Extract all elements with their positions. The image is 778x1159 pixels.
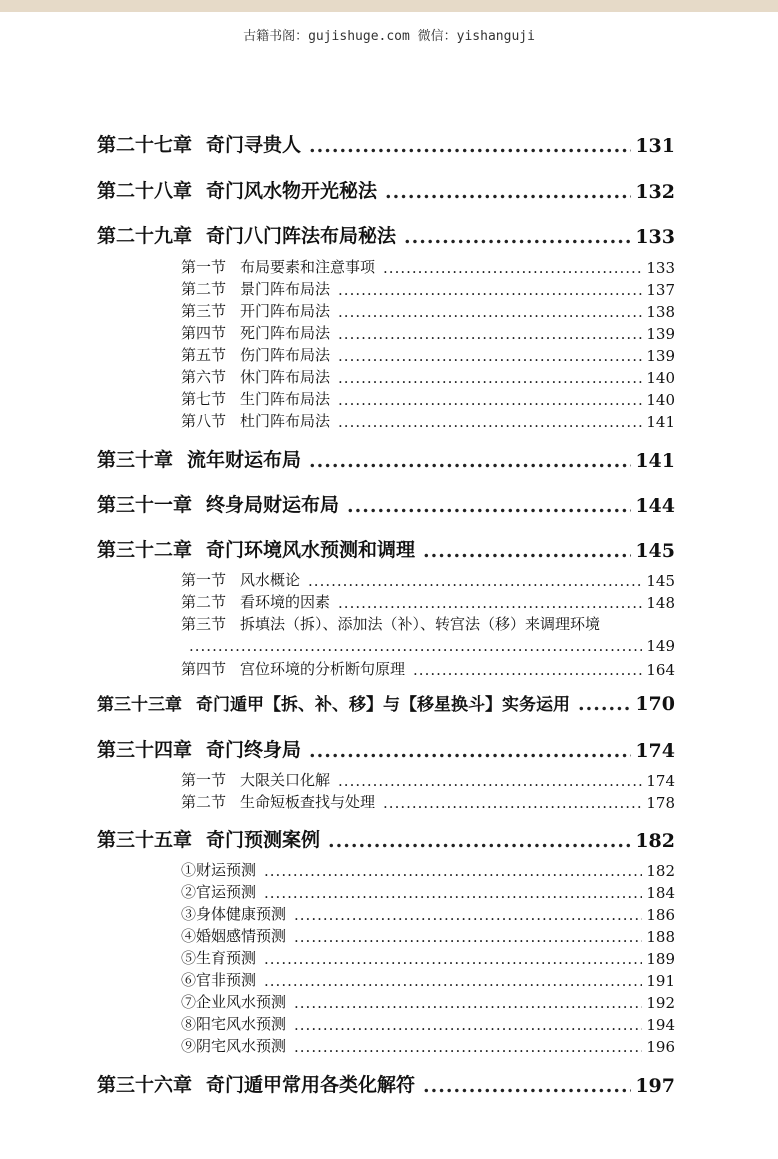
entry-title: 第一节 布局要素和注意事项 [181, 258, 376, 276]
leader-dots [309, 740, 631, 762]
entry-title: 第八节 杜门阵布局法 [181, 412, 331, 430]
entry-label: 第二十八章 [97, 180, 193, 202]
leader-dots [338, 369, 642, 387]
leader-dots [423, 540, 631, 562]
leader-dots [328, 830, 631, 852]
chapter-entry [97, 176, 675, 203]
entry-label: 第六节 [181, 368, 227, 386]
page-number: 164 [646, 661, 675, 679]
section-entry [181, 1013, 675, 1034]
entry-title: ⑤生育预测 [181, 949, 257, 967]
entry-title: ⑦企业风水预测 [181, 993, 287, 1011]
entry-title: 第一节 大限关口化解 [181, 771, 331, 789]
entry-label: 第二节 [181, 280, 227, 298]
page-number: 188 [646, 928, 675, 946]
section-entry [181, 1035, 675, 1056]
leader-dots [578, 693, 631, 715]
page-number: 182 [635, 830, 675, 852]
page-number: 133 [635, 226, 675, 248]
section-entry [181, 903, 675, 924]
section-entry [181, 591, 675, 612]
page-number: 141 [646, 413, 675, 431]
entry-title: 第三十章 流年财运布局 [97, 449, 302, 471]
leader-dots [309, 450, 631, 472]
page-number: 194 [646, 1016, 675, 1034]
page-number: 145 [646, 572, 675, 590]
leader-dots [338, 347, 642, 365]
chapter-entry [97, 690, 675, 715]
leader-dots [294, 1038, 642, 1056]
entry-label: 第三十三章 [97, 695, 182, 715]
section-entry [181, 366, 675, 387]
page-number: 178 [646, 794, 675, 812]
section-entry [181, 925, 675, 946]
entry-label: 第二节 [181, 793, 227, 811]
entry-title: 第四节 宫位环境的分析断句原理 [181, 660, 406, 678]
section-entry [181, 969, 675, 990]
section-entry [181, 388, 675, 409]
page-number: 139 [646, 325, 675, 343]
leader-dots [383, 794, 642, 812]
section-entry [181, 947, 675, 968]
section-entry [181, 881, 675, 902]
leader-dots [294, 994, 642, 1012]
page-header: 古籍书阁：gujishuge.com 微信：yishanguji [243, 29, 535, 44]
leader-dots [338, 413, 642, 431]
page-number: 186 [646, 906, 675, 924]
page-number: 189 [646, 950, 675, 968]
section-entry [181, 344, 675, 365]
entry-label: 第三十四章 [97, 739, 193, 761]
leader-dots [347, 495, 631, 517]
entry-title: 第一节 风水概论 [181, 571, 301, 589]
leader-dots [338, 281, 642, 299]
entry-label: 第三十六章 [97, 1074, 193, 1096]
page-number: 191 [646, 972, 675, 990]
leader-dots [189, 637, 642, 655]
leader-dots [404, 226, 631, 248]
leader-dots [264, 884, 642, 902]
page-number: 170 [635, 693, 675, 715]
section-entry [181, 791, 675, 812]
entry-label: 第三节 [181, 302, 227, 320]
leader-dots [294, 1016, 642, 1034]
entry-title: ⑨阴宅风水预测 [181, 1037, 287, 1055]
entry-label: 第二十九章 [97, 225, 193, 247]
page-number: 174 [646, 772, 675, 790]
entry-title: 第二节 生命短板查找与处理 [181, 793, 376, 811]
section-entry [181, 300, 675, 321]
page-number: 182 [646, 862, 675, 880]
page-number: 144 [635, 495, 675, 517]
entry-title: 第三十四章 奇门终身局 [97, 739, 302, 761]
section-entry [181, 410, 675, 431]
leader-dots [309, 135, 631, 157]
page-number: 139 [646, 347, 675, 365]
page-number: 196 [646, 1038, 675, 1056]
page-number: 192 [646, 994, 675, 1012]
entry-label: 第一节 [181, 258, 227, 276]
page-number: 149 [646, 637, 675, 655]
entry-title: 第三十一章 终身局财运布局 [97, 494, 340, 516]
page-number: 138 [646, 303, 675, 321]
page-number: 132 [635, 181, 675, 203]
page-number: 174 [635, 740, 675, 762]
leader-dots [264, 972, 642, 990]
entry-title: 第三节 开门阵布局法 [181, 302, 331, 320]
leader-dots [264, 950, 642, 968]
entry-title: 第四节 死门阵布局法 [181, 324, 331, 342]
chapter-entry [97, 445, 675, 472]
chapter-entry [97, 221, 675, 248]
page-number: 140 [646, 369, 675, 387]
entry-title: 第七节 生门阵布局法 [181, 390, 331, 408]
chapter-entry [97, 130, 675, 157]
entry-title: 第三十二章 奇门环境风水预测和调理 [97, 539, 416, 561]
section-entry [181, 859, 675, 880]
entry-title: ②官运预测 [181, 883, 257, 901]
entry-label: 第三十一章 [97, 494, 193, 516]
entry-label: 第四节 [181, 324, 227, 342]
entry-title: 第二十八章 奇门风水物开光秘法 [97, 180, 378, 202]
entry-title: ⑥官非预测 [181, 971, 257, 989]
entry-label: 第一节 [181, 571, 227, 589]
entry-label: 第七节 [181, 390, 227, 408]
page-number: 137 [646, 281, 675, 299]
leader-dots [338, 391, 642, 409]
page-number: 184 [646, 884, 675, 902]
entry-label: 第三十五章 [97, 829, 193, 851]
entry-label: 第八节 [181, 412, 227, 430]
entry-title: ①财运预测 [181, 861, 257, 879]
entry-title: 第三节 拆填法（拆）、添加法（补）、转宫法（移）来调理环境 [181, 615, 601, 633]
section-entry [181, 256, 675, 277]
entry-label: 第四节 [181, 660, 227, 678]
entry-title: ③身体健康预测 [181, 905, 287, 923]
page-number: 133 [646, 259, 675, 277]
section-entry [181, 991, 675, 1012]
leader-dots [294, 906, 642, 924]
entry-title: 第二节 看环境的因素 [181, 593, 331, 611]
chapter-entry [97, 735, 675, 762]
leader-dots [338, 772, 642, 790]
leader-dots [264, 862, 642, 880]
section-entry [181, 637, 675, 655]
leader-dots [308, 572, 642, 590]
section-entry [181, 658, 675, 679]
chapter-entry [97, 535, 675, 562]
page-number: 148 [646, 594, 675, 612]
entry-label: 第二十七章 [97, 134, 193, 156]
top-border [0, 0, 778, 12]
leader-dots [423, 1075, 631, 1097]
entry-label: 第五节 [181, 346, 227, 364]
section-entry [181, 278, 675, 299]
chapter-entry [97, 825, 675, 852]
page-number: 141 [635, 450, 675, 472]
entry-title: 第二节 景门阵布局法 [181, 280, 331, 298]
entry-label: 第一节 [181, 771, 227, 789]
entry-title: 第二十七章 奇门寻贵人 [97, 134, 302, 156]
entry-title: 第二十九章 奇门八门阵法布局秘法 [97, 225, 397, 247]
page-number: 197 [635, 1075, 675, 1097]
chapter-entry [97, 1070, 675, 1097]
leader-dots [385, 181, 631, 203]
leader-dots [294, 928, 642, 946]
page-number: 131 [635, 135, 675, 157]
entry-label: 第二节 [181, 593, 227, 611]
chapter-entry [97, 490, 675, 517]
entry-label: 第三十章 [97, 449, 174, 471]
leader-dots [383, 259, 642, 277]
entry-title: 第三十三章 奇门遁甲【拆、补、移】与【移星换斗】实务运用 [97, 695, 570, 715]
leader-dots [338, 594, 642, 612]
entry-title: 第三十五章 奇门预测案例 [97, 829, 321, 851]
leader-dots [338, 303, 642, 321]
entry-label: 第三节 [181, 615, 227, 633]
section-entry [181, 613, 675, 634]
entry-title: 第五节 伤门阵布局法 [181, 346, 331, 364]
leader-dots [413, 661, 642, 679]
section-entry [181, 322, 675, 343]
entry-label: 第三十二章 [97, 539, 193, 561]
entry-title: 第三十六章 奇门遁甲常用各类化解符 [97, 1074, 416, 1096]
entry-title: 第六节 休门阵布局法 [181, 368, 331, 386]
leader-dots [338, 325, 642, 343]
entry-title: ④婚姻感情预测 [181, 927, 287, 945]
section-entry [181, 569, 675, 590]
section-entry [181, 769, 675, 790]
page-number: 145 [635, 540, 675, 562]
page-number: 140 [646, 391, 675, 409]
entry-title: ⑧阳宅风水预测 [181, 1015, 287, 1033]
